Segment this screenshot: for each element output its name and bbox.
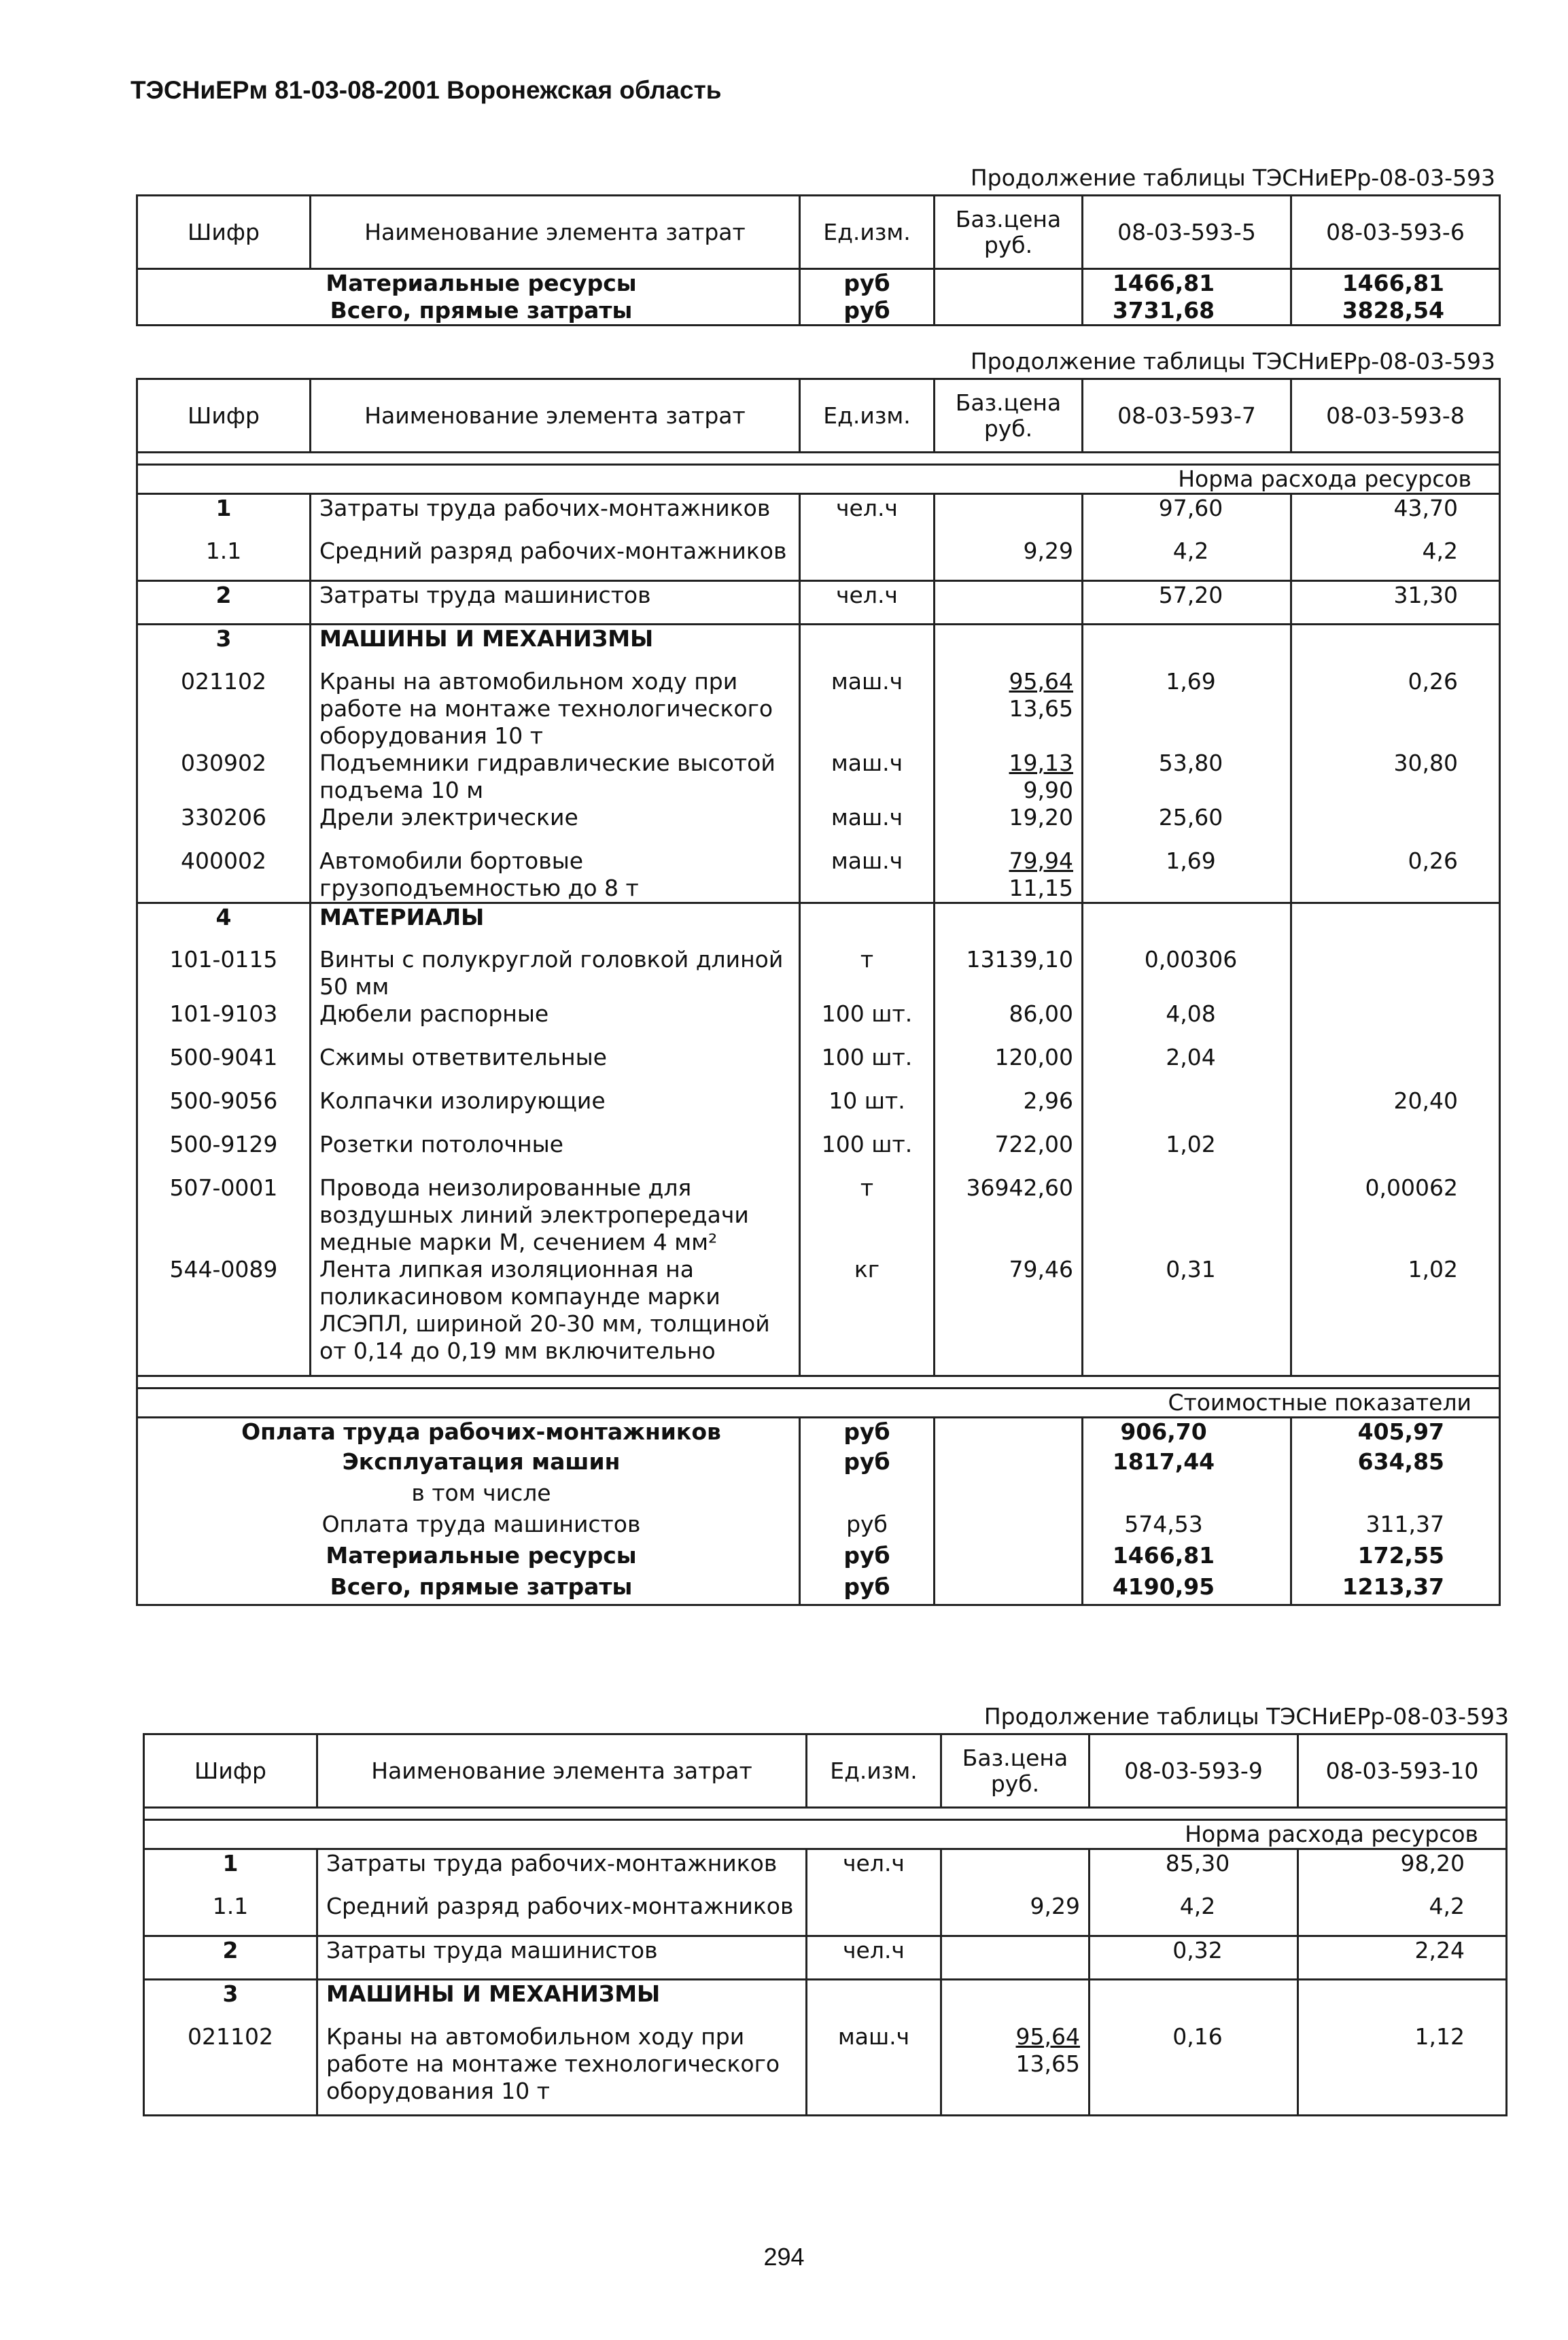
table3 xyxy=(143,1733,1508,2116)
row-name: Средний разряд рабочих-монтажников xyxy=(317,1893,807,1936)
row-name: Подъемники гидравлические высотой подъема 10 м xyxy=(311,750,800,804)
row-unit: т xyxy=(800,946,935,1000)
header-col1: 08-03-593-9 xyxy=(1090,1734,1298,1808)
cost-label: Стоимостные показатели xyxy=(137,1388,1500,1417)
norm-label: Норма расхода ресурсов xyxy=(137,465,1500,494)
row-code: 500-9129 xyxy=(137,1131,311,1174)
row-name: Винты с полукруглой головкой длиной 50 мм xyxy=(311,946,800,1000)
row-price xyxy=(935,750,1083,804)
spacer-cell xyxy=(807,2105,941,2116)
row-value-1: 3731,68 xyxy=(1083,297,1291,326)
row-name: МАШИНЫ И МЕХАНИЗМЫ xyxy=(311,625,800,668)
row-code: 500-9041 xyxy=(137,1044,311,1087)
row-value-1 xyxy=(1090,1980,1298,2023)
row-value-2: 0,26 xyxy=(1291,848,1500,903)
header-unit: Ед.изм. xyxy=(807,1734,941,1808)
table-row xyxy=(137,1000,1500,1044)
row-price xyxy=(935,1256,1083,1365)
table1-caption: Продолжение таблицы ТЭСНиЕРр-08-03-593 xyxy=(970,164,1495,191)
row-unit: маш.ч xyxy=(800,668,935,750)
table-row xyxy=(144,1893,1507,1936)
row-name: Краны на автомобильном ходу при работе на монтаже технологического оборудования 10 т xyxy=(317,2023,807,2105)
table-spacer-row xyxy=(144,2105,1507,2116)
table-row xyxy=(144,1936,1507,1980)
header-col2: 08-03-593-10 xyxy=(1298,1734,1507,1808)
row-code: 021102 xyxy=(137,668,311,750)
row-unit: маш.ч xyxy=(800,750,935,804)
row-value-2: 31,30 xyxy=(1291,581,1500,625)
row-price-main: 95,64 xyxy=(1015,2023,1080,2050)
row-value-1 xyxy=(1083,625,1291,668)
row-value-1: 4,2 xyxy=(1090,1893,1298,1936)
row-unit xyxy=(800,903,935,946)
header-unit: Ед.изм. xyxy=(800,379,935,453)
cost-unit: руб xyxy=(800,1417,935,1448)
row-price xyxy=(941,1936,1090,1980)
row-value-2 xyxy=(1291,1000,1500,1044)
row-unit xyxy=(800,538,935,581)
row-price xyxy=(935,297,1083,326)
row-price-main: 79,46 xyxy=(1009,1256,1073,1282)
row-code: 400002 xyxy=(137,848,311,903)
row-price-main: 120,00 xyxy=(994,1044,1073,1070)
row-price-main: 19,13 xyxy=(1009,749,1073,776)
cost-row xyxy=(137,1417,1500,1448)
row-unit: 100 шт. xyxy=(800,1000,935,1044)
row-price xyxy=(935,494,1083,538)
header-unit: Ед.изм. xyxy=(800,196,935,269)
row-unit: руб xyxy=(800,297,935,326)
table-row xyxy=(137,1131,1500,1174)
table2-caption: Продолжение таблицы ТЭСНиЕРр-08-03-593 xyxy=(970,348,1495,374)
row-value-2 xyxy=(1291,804,1500,848)
row-price xyxy=(935,581,1083,625)
row-value-2: 2,24 xyxy=(1298,1936,1507,1980)
row-unit: маш.ч xyxy=(807,2023,941,2105)
row-value-2: 1,12 xyxy=(1298,2023,1507,2105)
table-row xyxy=(137,269,1500,298)
row-price xyxy=(935,804,1083,848)
cost-value-1 xyxy=(1083,1480,1291,1511)
row-unit: 100 шт. xyxy=(800,1044,935,1087)
spacer-cell xyxy=(1298,2105,1507,2116)
row-value-1: 0,31 xyxy=(1083,1256,1291,1365)
row-price-main: 722,00 xyxy=(994,1131,1073,1157)
row-value-2: 1,02 xyxy=(1291,1256,1500,1365)
row-unit: маш.ч xyxy=(800,848,935,903)
row-unit xyxy=(800,625,935,668)
row-name: Затраты труда машинистов xyxy=(311,581,800,625)
table-row xyxy=(137,1087,1500,1131)
cost-value-2: 405,97 xyxy=(1291,1417,1500,1448)
row-code: 3 xyxy=(144,1980,317,2023)
cost-value-2: 634,85 xyxy=(1291,1448,1500,1480)
spacer-cell xyxy=(1291,1365,1500,1376)
row-code: 101-0115 xyxy=(137,946,311,1000)
cost-row xyxy=(137,1480,1500,1511)
spacer-cell xyxy=(1090,2105,1298,2116)
cost-unit xyxy=(800,1480,935,1511)
header-price: Баз.цена руб. xyxy=(935,379,1083,453)
row-unit: руб xyxy=(800,269,935,298)
header-col2: 08-03-593-6 xyxy=(1291,196,1500,269)
row-value-2 xyxy=(1291,946,1500,1000)
cost-label-cell: Оплата труда рабочих-монтажников xyxy=(137,1417,800,1448)
row-price-secondary: 13,65 xyxy=(1015,2050,1080,2077)
row-unit: чел.ч xyxy=(800,494,935,538)
header-col1: 08-03-593-5 xyxy=(1083,196,1291,269)
cost-price xyxy=(935,1511,1083,1542)
row-code: 330206 xyxy=(137,804,311,848)
row-price-main: 2,96 xyxy=(1023,1087,1073,1114)
norm-label-row xyxy=(144,1820,1507,1849)
row-value-2 xyxy=(1291,625,1500,668)
row-price xyxy=(941,1849,1090,1893)
table-row xyxy=(137,750,1500,804)
cost-value-1: 4190,95 xyxy=(1083,1573,1291,1605)
row-value-1 xyxy=(1083,1087,1291,1131)
row-price xyxy=(935,946,1083,1000)
row-value-1: 1466,81 xyxy=(1083,269,1291,298)
row-value-1: 25,60 xyxy=(1083,804,1291,848)
row-code: 101-9103 xyxy=(137,1000,311,1044)
cost-row xyxy=(137,1448,1500,1480)
cost-label-cell: Оплата труда машинистов xyxy=(137,1511,800,1542)
row-value-2 xyxy=(1298,1980,1507,2023)
row-price xyxy=(935,1044,1083,1087)
row-value-2: 0,00062 xyxy=(1291,1174,1500,1256)
header-col2: 08-03-593-8 xyxy=(1291,379,1500,453)
table-row xyxy=(137,804,1500,848)
row-name: Средний разряд рабочих-монтажников xyxy=(311,538,800,581)
document-header: ТЭСНиЕРм 81-03-08-2001 Воронежская область xyxy=(130,76,722,104)
row-value-1: 1,02 xyxy=(1083,1131,1291,1174)
table-row xyxy=(137,946,1500,1000)
table-row xyxy=(137,581,1500,625)
cost-value-2: 1213,37 xyxy=(1291,1573,1500,1605)
row-name: Розетки потолочные xyxy=(311,1131,800,1174)
row-name: Затраты труда рабочих-монтажников xyxy=(311,494,800,538)
row-value-1: 1,69 xyxy=(1083,848,1291,903)
cost-label-row xyxy=(137,1388,1500,1417)
spacer-cell xyxy=(137,1365,311,1376)
norm-label-row xyxy=(137,465,1500,494)
row-value-1: 97,60 xyxy=(1083,494,1291,538)
row-code: 021102 xyxy=(144,2023,317,2105)
row-value-2: 30,80 xyxy=(1291,750,1500,804)
row-code: 2 xyxy=(137,581,311,625)
row-value-1 xyxy=(1083,1174,1291,1256)
row-code: 1.1 xyxy=(137,538,311,581)
spacer-cell xyxy=(941,2105,1090,2116)
cost-label-cell: Материальные ресурсы xyxy=(137,1542,800,1573)
row-price-main: 9,29 xyxy=(1030,1892,1080,1919)
table-spacer-row xyxy=(137,1376,1500,1388)
row-value-1: 57,20 xyxy=(1083,581,1291,625)
cost-unit: руб xyxy=(800,1573,935,1605)
row-name: МАШИНЫ И МЕХАНИЗМЫ xyxy=(317,1980,807,2023)
header-code: Шифр xyxy=(137,196,311,269)
header-code: Шифр xyxy=(137,379,311,453)
row-price-main: 9,29 xyxy=(1023,537,1073,564)
row-value-1: 0,16 xyxy=(1090,2023,1298,2105)
row-price-main: 79,94 xyxy=(1009,847,1073,874)
cost-price xyxy=(935,1573,1083,1605)
row-name: Дюбели распорные xyxy=(311,1000,800,1044)
table2 xyxy=(136,378,1501,1606)
row-value-2: 4,2 xyxy=(1291,538,1500,581)
row-price xyxy=(935,848,1083,903)
row-price-secondary: 13,65 xyxy=(1009,695,1073,722)
header-name: Наименование элемента затрат xyxy=(311,196,800,269)
row-unit: т xyxy=(800,1174,935,1256)
row-code: 1.1 xyxy=(144,1893,317,1936)
row-value-1 xyxy=(1083,903,1291,946)
cost-label-cell: Всего, прямые затраты xyxy=(137,1573,800,1605)
row-value-2: 0,26 xyxy=(1291,668,1500,750)
row-price xyxy=(935,1000,1083,1044)
table-row xyxy=(137,297,1500,326)
table-row xyxy=(137,494,1500,538)
table-row xyxy=(144,1849,1507,1893)
row-unit: кг xyxy=(800,1256,935,1365)
header-price: Баз.цена руб. xyxy=(935,196,1083,269)
row-name: Дрели электрические xyxy=(311,804,800,848)
row-value-1: 53,80 xyxy=(1083,750,1291,804)
cost-price xyxy=(935,1417,1083,1448)
row-value-1: 4,08 xyxy=(1083,1000,1291,1044)
spacer-cell xyxy=(317,2105,807,2116)
header-name: Наименование элемента затрат xyxy=(317,1734,807,1808)
table-row xyxy=(144,2023,1507,2105)
row-unit: чел.ч xyxy=(807,1849,941,1893)
cost-value-1: 574,53 xyxy=(1083,1511,1291,1542)
row-price-main: 95,64 xyxy=(1009,667,1073,695)
row-name: Автомобили бортовые грузоподъемностью до 8 т xyxy=(311,848,800,903)
row-unit: чел.ч xyxy=(807,1936,941,1980)
row-code: 4 xyxy=(137,903,311,946)
row-name: Затраты труда машинистов xyxy=(317,1936,807,1980)
table-row xyxy=(137,668,1500,750)
table1-header-row xyxy=(137,196,1500,269)
row-value-1: 2,04 xyxy=(1083,1044,1291,1087)
row-value-2: 20,40 xyxy=(1291,1087,1500,1131)
cost-price xyxy=(935,1448,1083,1480)
row-value-2: 4,2 xyxy=(1298,1893,1507,1936)
table-spacer-row xyxy=(137,1365,1500,1376)
row-price-main: 36942,60 xyxy=(966,1174,1073,1201)
cost-value-1: 1466,81 xyxy=(1083,1542,1291,1573)
cost-value-1: 906,70 xyxy=(1083,1417,1291,1448)
row-price xyxy=(935,269,1083,298)
row-name: Сжимы ответвительные xyxy=(311,1044,800,1087)
spacer-cell xyxy=(144,2105,317,2116)
row-label: Всего, прямые затраты xyxy=(137,297,800,326)
row-price xyxy=(941,1980,1090,2023)
cost-row xyxy=(137,1573,1500,1605)
row-value-1: 0,32 xyxy=(1090,1936,1298,1980)
row-unit: 10 шт. xyxy=(800,1087,935,1131)
row-price xyxy=(935,668,1083,750)
row-value-1: 85,30 xyxy=(1090,1849,1298,1893)
row-price xyxy=(935,1174,1083,1256)
row-code: 544-0089 xyxy=(137,1256,311,1365)
cost-label-cell: в том числе xyxy=(137,1480,800,1511)
table-row xyxy=(137,848,1500,903)
row-name: Краны на автомобильном ходу при работе на монтаже технологического оборудования 10 т xyxy=(311,668,800,750)
spacer-cell xyxy=(800,1365,935,1376)
row-value-2: 1466,81 xyxy=(1291,269,1500,298)
row-code: 1 xyxy=(137,494,311,538)
row-value-2 xyxy=(1291,1044,1500,1087)
header-code: Шифр xyxy=(144,1734,317,1808)
table-row xyxy=(137,1174,1500,1256)
cost-value-2 xyxy=(1291,1480,1500,1511)
row-name: Затраты труда рабочих-монтажников xyxy=(317,1849,807,1893)
cost-value-1: 1817,44 xyxy=(1083,1448,1291,1480)
row-label: Материальные ресурсы xyxy=(137,269,800,298)
row-price xyxy=(941,2023,1090,2105)
row-value-2: 98,20 xyxy=(1298,1849,1507,1893)
row-unit: маш.ч xyxy=(800,804,935,848)
row-price-secondary: 11,15 xyxy=(1009,874,1073,901)
spacer-cell xyxy=(311,1365,800,1376)
header-name: Наименование элемента затрат xyxy=(311,379,800,453)
row-value-2: 43,70 xyxy=(1291,494,1500,538)
row-value-2 xyxy=(1291,1131,1500,1174)
header-price: Баз.цена руб. xyxy=(941,1734,1090,1808)
row-price-main: 13139,10 xyxy=(966,946,1073,973)
norm-label: Норма расхода ресурсов xyxy=(144,1820,1507,1849)
table-row xyxy=(144,1980,1507,2023)
row-name: МАТЕРИАЛЫ xyxy=(311,903,800,946)
row-code: 1 xyxy=(144,1849,317,1893)
row-name: Лента липкая изоляционная на поликасиновом компаунде марки ЛСЭПЛ, шириной 20-30 мм, толщиной от 0,14 до 0,19 мм включительно xyxy=(311,1256,800,1365)
row-name: Провода неизолированные для воздушных линий электропередачи медные марки М, сечением 4 мм² xyxy=(311,1174,800,1256)
cost-row xyxy=(137,1542,1500,1573)
cost-label-cell: Эксплуатация машин xyxy=(137,1448,800,1480)
header-col1: 08-03-593-7 xyxy=(1083,379,1291,453)
row-code: 507-0001 xyxy=(137,1174,311,1256)
row-price-main: 86,00 xyxy=(1009,1000,1073,1027)
row-price-main: 19,20 xyxy=(1009,803,1073,831)
row-name: Колпачки изолирующие xyxy=(311,1087,800,1131)
table2-header-row xyxy=(137,379,1500,453)
row-price xyxy=(935,903,1083,946)
row-price xyxy=(935,1131,1083,1174)
row-code: 500-9056 xyxy=(137,1087,311,1131)
table3-caption: Продолжение таблицы ТЭСНиЕРр-08-03-593 xyxy=(983,1703,1509,1730)
cost-value-2: 172,55 xyxy=(1291,1542,1500,1573)
row-unit xyxy=(807,1980,941,2023)
row-value-1: 0,00306 xyxy=(1083,946,1291,1000)
table-row xyxy=(137,903,1500,946)
cost-unit: руб xyxy=(800,1511,935,1542)
table-row xyxy=(137,625,1500,668)
table1 xyxy=(136,194,1501,326)
row-unit xyxy=(807,1893,941,1936)
table-row xyxy=(137,1044,1500,1087)
row-code: 030902 xyxy=(137,750,311,804)
cost-price xyxy=(935,1480,1083,1511)
cost-value-2: 311,37 xyxy=(1291,1511,1500,1542)
table-row xyxy=(137,1256,1500,1365)
cost-price xyxy=(935,1542,1083,1573)
table-row xyxy=(137,538,1500,581)
row-code: 3 xyxy=(137,625,311,668)
cost-unit: руб xyxy=(800,1448,935,1480)
table3-header-row xyxy=(144,1734,1507,1808)
page-number: 294 xyxy=(763,2243,805,2271)
row-price xyxy=(941,1893,1090,1936)
row-unit: 100 шт. xyxy=(800,1131,935,1174)
cost-row xyxy=(137,1511,1500,1542)
row-unit: чел.ч xyxy=(800,581,935,625)
row-value-1: 1,69 xyxy=(1083,668,1291,750)
cost-unit: руб xyxy=(800,1542,935,1573)
row-price-secondary: 9,90 xyxy=(1023,776,1073,803)
spacer-cell xyxy=(935,1365,1083,1376)
row-price xyxy=(935,538,1083,581)
row-value-2 xyxy=(1291,903,1500,946)
row-value-2: 3828,54 xyxy=(1291,297,1500,326)
row-price xyxy=(935,1087,1083,1131)
row-code: 2 xyxy=(144,1936,317,1980)
row-value-1: 4,2 xyxy=(1083,538,1291,581)
row-price xyxy=(935,625,1083,668)
spacer-cell xyxy=(1083,1365,1291,1376)
